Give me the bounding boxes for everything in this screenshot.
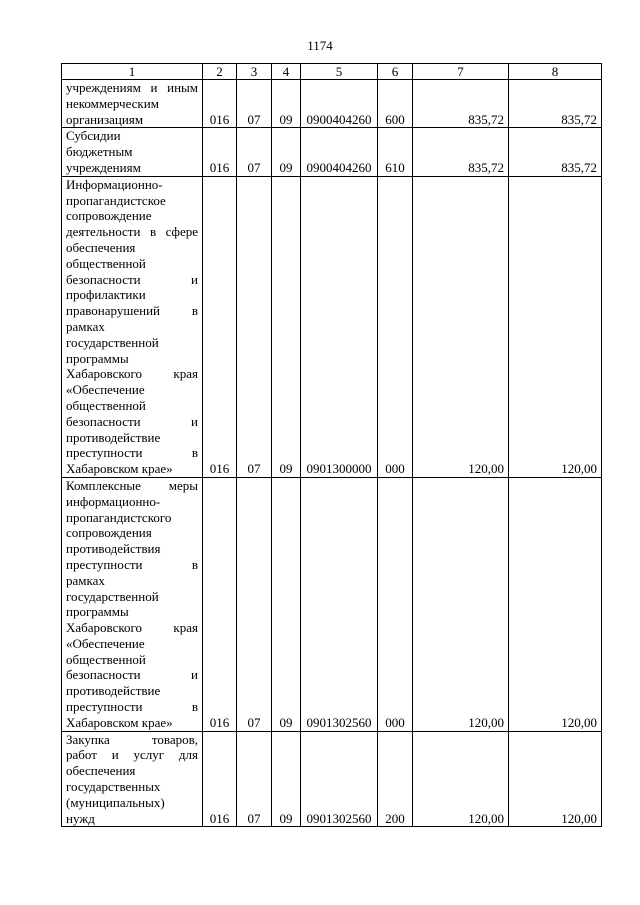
header-cell: 3 xyxy=(237,64,272,80)
target-article-cell: 0901300000 xyxy=(301,176,378,477)
expense-type-cell: 000 xyxy=(378,176,413,477)
item-name-cell xyxy=(62,731,203,827)
item-name-line: «Обеспечение xyxy=(66,635,145,651)
item-name-line: государственной xyxy=(66,588,159,604)
subsection-code-cell: 09 xyxy=(272,477,301,731)
item-name-line: организациям xyxy=(66,111,144,127)
item-name-line: противодействие xyxy=(66,683,161,699)
ministry-code-cell: 016 xyxy=(203,477,237,731)
section-code-cell: 07 xyxy=(237,731,272,827)
item-name-line: обеспечения xyxy=(66,763,136,779)
item-name-line: Хабаровского края xyxy=(66,620,198,636)
item-name-cell xyxy=(62,477,203,731)
amount-cell: 120,00 xyxy=(509,477,602,731)
item-name-line: программы xyxy=(66,350,129,366)
item-name-line: преступности в xyxy=(66,445,198,461)
header-cell: 4 xyxy=(272,64,301,80)
item-name-line: Закупка товаров, xyxy=(66,731,198,747)
table-row xyxy=(62,731,602,827)
expense-type-cell: 200 xyxy=(378,731,413,827)
target-article-cell: 0901302560 xyxy=(301,731,378,827)
item-name-line: общественной xyxy=(66,397,146,413)
section-code-cell: 07 xyxy=(237,176,272,477)
item-name-line: работ и услуг для xyxy=(66,747,198,763)
item-name-line: Хабаровском крае» xyxy=(66,714,173,730)
header-cell: 2 xyxy=(203,64,237,80)
ministry-code-cell: 016 xyxy=(203,80,237,128)
item-name-line: рамках xyxy=(66,572,105,588)
item-name-line: безопасности и xyxy=(66,271,198,287)
expense-type-cell: 000 xyxy=(378,477,413,731)
subsection-code-cell: 09 xyxy=(272,80,301,128)
item-name-line: (муниципальных) xyxy=(66,794,165,810)
header-row xyxy=(62,64,602,80)
ministry-code-cell: 016 xyxy=(203,128,237,176)
item-name-line: преступности в xyxy=(66,699,198,715)
amount-cell: 120,00 xyxy=(413,477,509,731)
item-name-line: сопровождение xyxy=(66,208,152,224)
item-name-line: Комплексные меры xyxy=(66,477,198,493)
item-name-cell xyxy=(62,176,203,477)
amount-cell: 835,72 xyxy=(509,80,602,128)
item-name-line: программы xyxy=(66,604,129,620)
item-name-cell xyxy=(62,80,203,128)
item-name-line: государственных xyxy=(66,779,161,795)
table-row xyxy=(62,128,602,176)
item-name-line: Субсидии xyxy=(66,128,121,144)
budget-table xyxy=(61,63,602,827)
header-cell: 8 xyxy=(509,64,602,80)
section-code-cell: 07 xyxy=(237,128,272,176)
item-name-line: информационно- xyxy=(66,493,161,509)
item-name-line: безопасности и xyxy=(66,667,198,683)
item-name-line: «Обеспечение xyxy=(66,382,145,398)
item-name-line: противодействия xyxy=(66,541,161,557)
amount-cell: 835,72 xyxy=(509,128,602,176)
item-name-line: Хабаровского края xyxy=(66,366,198,382)
item-name-line: общественной xyxy=(66,255,146,271)
item-name-line: обеспечения xyxy=(66,239,136,255)
table-row xyxy=(62,176,602,477)
page-number: 1174 xyxy=(307,38,333,53)
item-name-line: преступности в xyxy=(66,556,198,572)
amount-cell: 835,72 xyxy=(413,80,509,128)
item-name-cell xyxy=(62,128,203,176)
item-name-line: нужд xyxy=(66,810,95,826)
item-name-line: деятельности в сфере xyxy=(66,224,198,240)
amount-cell: 120,00 xyxy=(413,176,509,477)
item-name-line: рамках xyxy=(66,318,105,334)
subsection-code-cell: 09 xyxy=(272,731,301,827)
item-name-line: сопровождения xyxy=(66,525,152,541)
table-row xyxy=(62,80,602,128)
header-cell: 1 xyxy=(62,64,203,80)
item-name-line: безопасности и xyxy=(66,413,198,429)
ministry-code-cell: 016 xyxy=(203,176,237,477)
target-article-cell: 0900404260 xyxy=(301,128,378,176)
amount-cell: 120,00 xyxy=(509,731,602,827)
header-cell: 6 xyxy=(378,64,413,80)
subsection-code-cell: 09 xyxy=(272,128,301,176)
amount-cell: 120,00 xyxy=(509,176,602,477)
target-article-cell: 0900404260 xyxy=(301,80,378,128)
amount-cell: 120,00 xyxy=(413,731,509,827)
item-name-line: некоммерческим xyxy=(66,95,159,111)
ministry-code-cell: 016 xyxy=(203,731,237,827)
item-name-line: противодействие xyxy=(66,429,161,445)
item-name-line: учреждениям xyxy=(66,159,141,175)
item-name-line: бюджетным xyxy=(66,144,133,160)
subsection-code-cell: 09 xyxy=(272,176,301,477)
item-name-line: пропагандистское xyxy=(66,192,166,208)
item-name-line: общественной xyxy=(66,651,146,667)
item-name-line: пропагандистского xyxy=(66,509,172,525)
item-name-line: профилактики xyxy=(66,287,146,303)
item-name-line: правонарушений в xyxy=(66,303,198,319)
item-name-line: Информационно- xyxy=(66,176,163,192)
expense-type-cell: 610 xyxy=(378,128,413,176)
section-code-cell: 07 xyxy=(237,80,272,128)
amount-cell: 835,72 xyxy=(413,128,509,176)
item-name-line: учреждениям и иным xyxy=(66,80,198,95)
section-code-cell: 07 xyxy=(237,477,272,731)
target-article-cell: 0901302560 xyxy=(301,477,378,731)
table-row xyxy=(62,477,602,731)
item-name-line: Хабаровском крае» xyxy=(66,461,173,477)
header-cell: 5 xyxy=(301,64,378,80)
expense-type-cell: 600 xyxy=(378,80,413,128)
header-cell: 7 xyxy=(413,64,509,80)
item-name-line: государственной xyxy=(66,334,159,350)
